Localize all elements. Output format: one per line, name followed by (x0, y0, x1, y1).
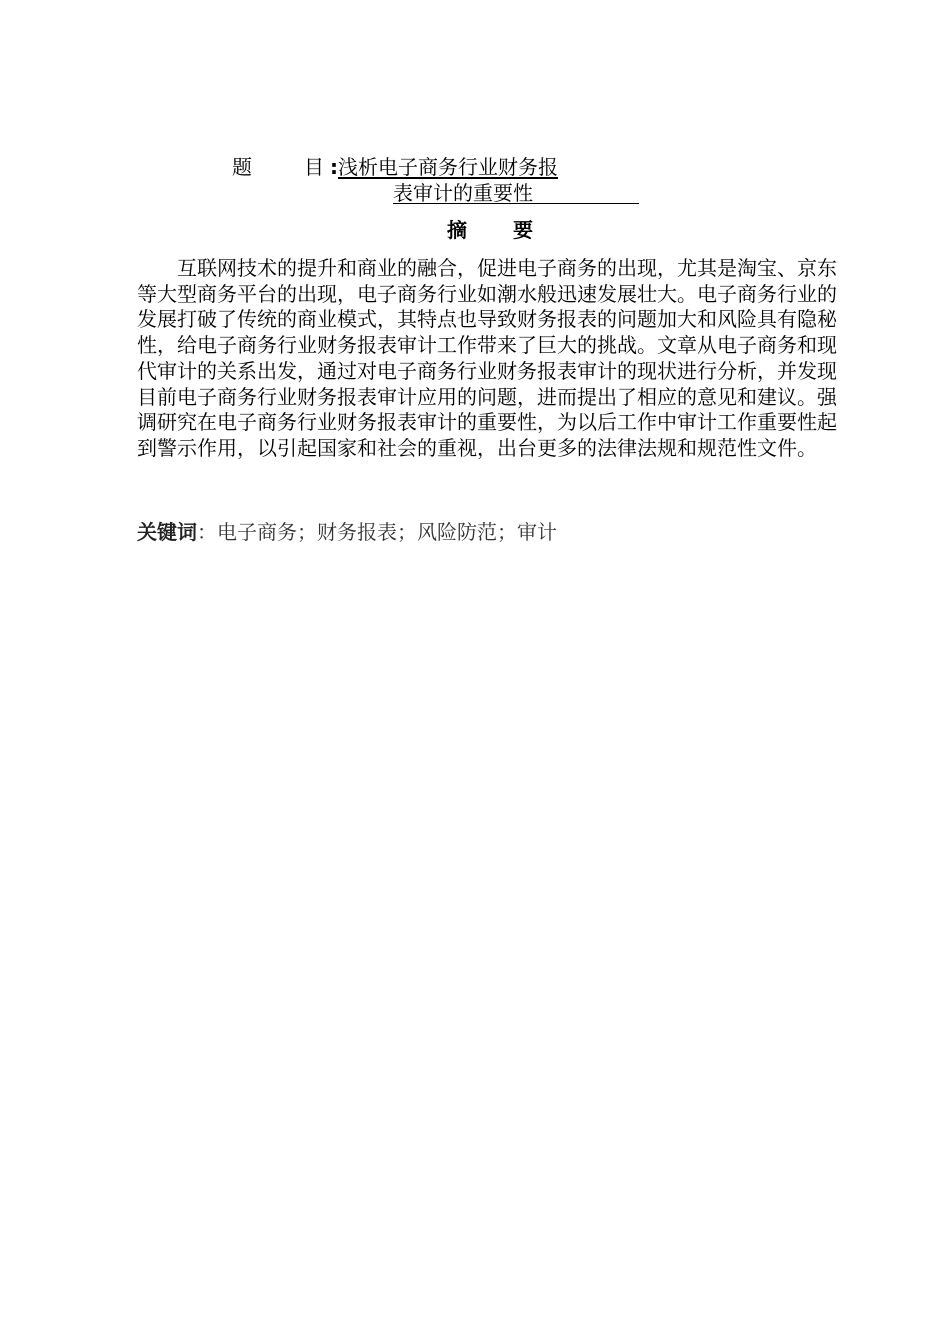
title-label-char-2: 目 (304, 155, 324, 179)
abstract-body: 互联网技术的提升和商业的融合，促进电子商务的出现，尤其是淘宝、京东等大型商务平台的出现，电子商务行业如潮水般迅速发展壮大。电子商务行业的发展打破了传统的商业模式，其特点也导致财务报表的问题加大和风险具有隐秘性，给电子商务行业财务报表审计工作带来了巨大的挑战。文章从电子商务和现代审计的关系出发，通过对电子商务行业财务报表审计的现状进行分析，并发现目前电子商务行业财务报表审计应用的问题，进而提出了相应的意见和建议。强调研究在电子商务行业财务报表审计的重要性，为以后工作中审计工作重要性起到警示作用，以引起国家和社会的重视，出台更多的法律法规和规范性文件。 (137, 256, 837, 460)
title-text-line-1: 浅析电子商务行业财务报 (338, 155, 558, 179)
abstract-heading-char-1: 摘 (447, 218, 467, 242)
keywords-value: 电子商务；财务报表；风险防范；审计 (217, 520, 557, 544)
title-label (232, 154, 330, 180)
title-label-char-1: 题 (232, 155, 252, 179)
keywords-label: 关键词 (137, 520, 197, 544)
keywords-colon: ： (197, 520, 217, 544)
abstract-heading-char-2: 要 (513, 218, 533, 242)
title-line-1 (232, 154, 564, 180)
title-text-line-2: 表审计的重要性 (393, 180, 639, 204)
keywords-line (137, 519, 557, 545)
abstract-heading (447, 216, 533, 244)
title-colon: : (330, 155, 338, 179)
